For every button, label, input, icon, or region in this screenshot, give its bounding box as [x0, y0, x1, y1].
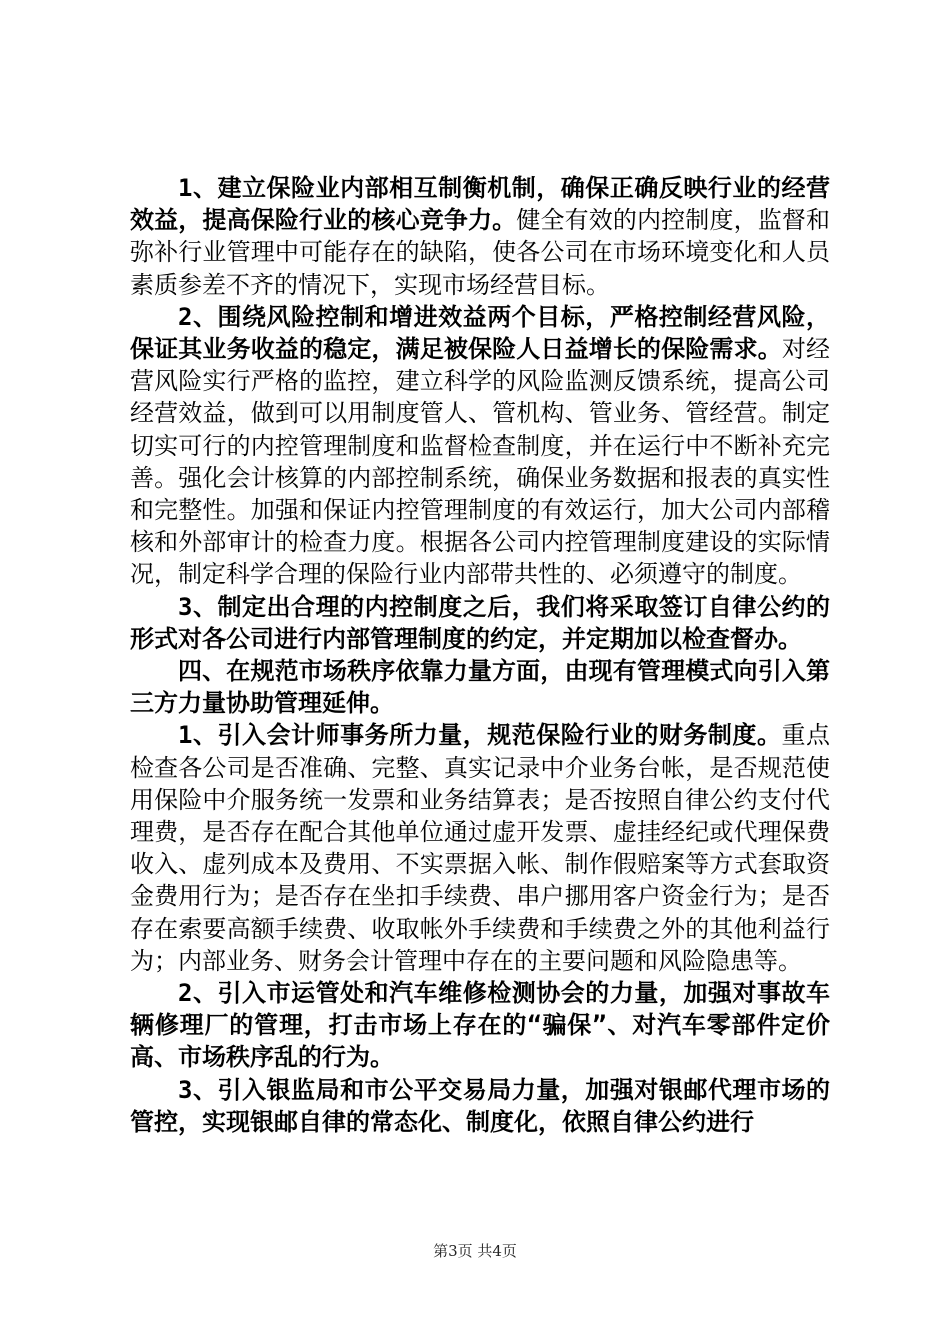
paragraph-1-heading: 1、建立保险业内部相互制衡机制，确保正确反映行业的经营效益，提高保险行业的核心竞争力。: [130, 174, 830, 235]
paragraph-3-heading: 3、制定出合理的内控制度之后，我们将采取签订自律公约的形式对各公司进行内部管理制度的约定，并定期加以检查督办。: [130, 592, 830, 653]
section-heading-4: [130, 655, 830, 719]
paragraph-4-2-heading: 2、引入市运管处和汽车维修检测协会的力量，加强对事故车辆修理厂的管理，打击市场上存在的“骗保”、对汽车零部件定价高、市场秩序乱的行为。: [130, 979, 830, 1072]
paragraph-4-1-text: 重点检查各公司是否准确、完整、真实记录中介业务台帐，是否规范使用保险中介服务统一发票和业务结算表；是否按照自律公约支付代理费，是否存在配合其他单位通过虚开发票、虚挂经纪或代理保费收入、虚列成本及费用、不实票据入帐、制作假赔案等方式套取资金费用行为；是否存在坐扣手续费、串户挪用客户资金行为；是否存在索要高额手续费、收取帐外手续费和手续费之外的其他利益行为；内部业务、财务会计管理中存在的主要问题和风险隐患等。: [130, 721, 831, 975]
paragraph-2: [130, 301, 830, 591]
paragraph-1-text: 健全有效的内控制度，监督和弥补行业管理中可能存在的缺陷，使各公司在市场环境变化和人员素质参差不齐的情况下，实现市场经营目标。: [130, 206, 831, 299]
paragraph-4-3: [130, 1074, 830, 1138]
document-body: [130, 172, 830, 1138]
paragraph-2-heading: 2、围绕风险控制和增进效益两个目标，严格控制经营风险，保证其业务收益的稳定，满足被保险人日益增长的保险需求。: [130, 302, 830, 364]
section-4-heading: 四、在规范市场秩序依靠力量方面，由现有管理模式向引入第三方力量协助管理延伸。: [130, 657, 830, 718]
paragraph-1: [130, 172, 830, 301]
paragraph-4-1-heading: 1、引入会计师事务所力量，规范保险行业的财务制度。: [178, 721, 782, 750]
paragraph-2-text: 对经营风险实行严格的监控，建立科学的风险监测反馈系统，提高公司经营效益，做到可以用制度管人、管机构、管业务、管经营。制定切实可行的内控管理制度和监督检查制度，并在运行中不断补充完善。强化会计核算的内部控制系统，确保业务数据和报表的真实性和完整性。加强和保证内控管理制度的有效运行，加大公司内部稽核和外部审计的检查力度。根据各公司内控管理制度建设的实际情况，制定科学合理的保险行业内部带共性的、必须遵守的制度。: [130, 335, 831, 589]
page-footer: 第3页 共4页: [433, 1242, 517, 1260]
paragraph-4-1: [130, 719, 830, 977]
paragraph-4-3-heading: 3、引入银监局和市公平交易局力量，加强对银邮代理市场的管控，实现银邮自律的常态化、制度化，依照自律公约进行: [130, 1075, 830, 1136]
paragraph-3: [130, 591, 830, 655]
paragraph-4-2: [130, 977, 830, 1074]
